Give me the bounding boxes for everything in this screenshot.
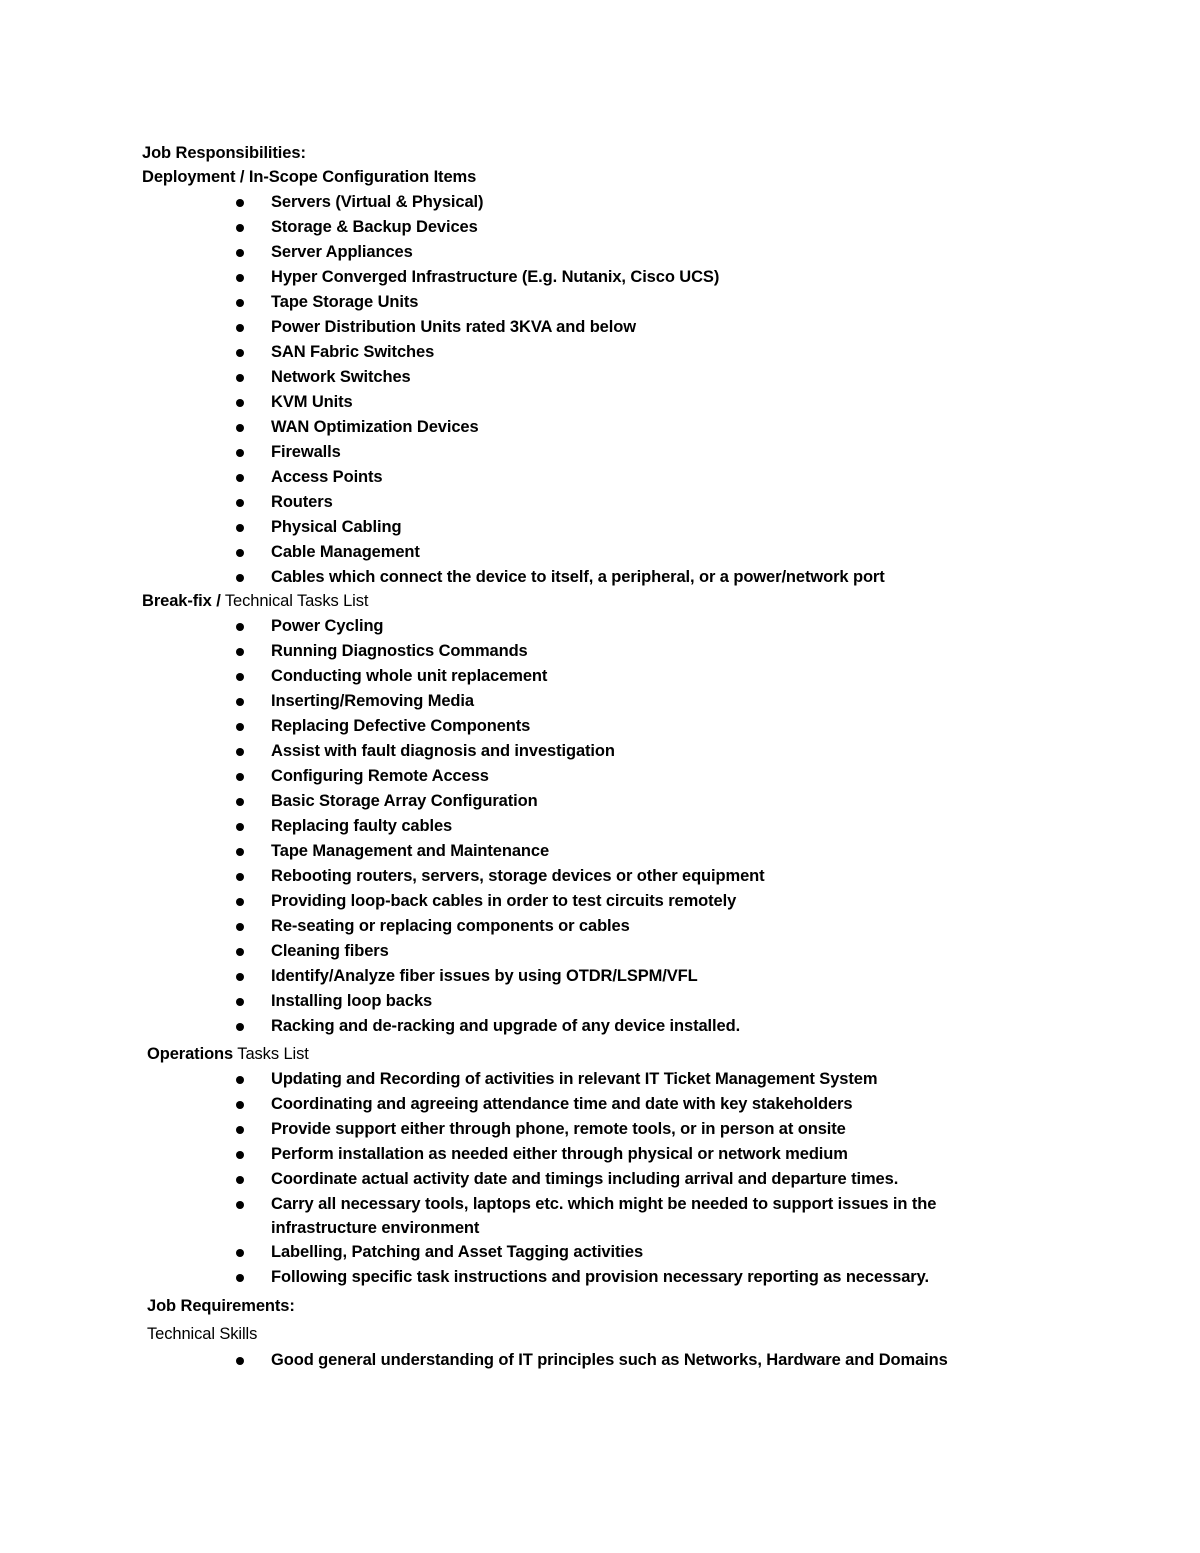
list-item: Carry all necessary tools, laptops etc. which might be needed to support issues in the	[271, 1195, 937, 1213]
list-item: Inserting/Removing Media	[271, 692, 474, 710]
list-item: Good general understanding of IT principles such as Networks, Hardware and Domains	[271, 1351, 948, 1369]
list-item: Installing loop backs	[271, 992, 433, 1010]
bullet-icon	[236, 823, 244, 831]
list-item: Following specific task instructions and provision necessary reporting as necessary.	[271, 1268, 929, 1286]
bullet-icon	[236, 948, 244, 956]
list-item: Cable Management	[271, 543, 420, 561]
list-item: Storage & Backup Devices	[271, 218, 478, 236]
list-item: SAN Fabric Switches	[271, 343, 435, 361]
list-item: Hyper Converged Infrastructure (E.g. Nutanix, Cisco UCS)	[271, 268, 720, 286]
list-item: Provide support either through phone, remote tools, or in person at onsite	[271, 1120, 846, 1138]
list-item: Replacing faulty cables	[271, 817, 453, 835]
list-item: Running Diagnostics Commands	[271, 642, 528, 660]
bullet-icon	[236, 798, 244, 806]
list-item: Assist with fault diagnosis and investigation	[271, 742, 615, 760]
bullet-icon	[236, 773, 244, 781]
bullet-icon	[236, 1023, 244, 1031]
bullet-icon	[236, 399, 244, 407]
list-item: Configuring Remote Access	[271, 767, 489, 785]
bullet-icon	[236, 1249, 244, 1257]
bullet-icon	[236, 249, 244, 257]
bullet-icon	[236, 648, 244, 656]
job-responsibilities-heading: Job Responsibilities:	[142, 144, 306, 162]
bullet-icon	[236, 923, 244, 931]
bullet-icon	[236, 1126, 244, 1134]
list-item: Labelling, Patching and Asset Tagging activities	[271, 1243, 644, 1261]
breakfix-heading	[142, 590, 368, 612]
bullet-icon	[236, 1076, 244, 1084]
bullet-icon	[236, 623, 244, 631]
list-item: Basic Storage Array Configuration	[271, 792, 538, 810]
breakfix-heading-rest: Technical Tasks List	[220, 592, 369, 610]
bullet-icon	[236, 873, 244, 881]
list-item: Access Points	[271, 468, 383, 486]
bullet-icon	[236, 299, 244, 307]
technical-skills-heading: Technical Skills	[147, 1325, 258, 1343]
breakfix-heading-bold: Break-fix /	[142, 592, 221, 610]
list-item: Power Cycling	[271, 617, 384, 635]
bullet-icon	[236, 1274, 244, 1282]
bullet-icon	[236, 1357, 244, 1365]
list-item: Replacing Defective Components	[271, 717, 531, 735]
list-item: Power Distribution Units rated 3KVA and below	[271, 318, 636, 336]
bullet-icon	[236, 748, 244, 756]
bullet-icon	[236, 274, 244, 282]
list-item: Conducting whole unit replacement	[271, 667, 548, 685]
list-item: KVM Units	[271, 393, 353, 411]
bullet-icon	[236, 199, 244, 207]
bullet-icon	[236, 998, 244, 1006]
operations-heading-bold: Operations	[147, 1045, 234, 1063]
list-item-continuation: infrastructure environment	[271, 1219, 480, 1237]
bullet-icon	[236, 973, 244, 981]
bullet-icon	[236, 898, 244, 906]
deployment-heading: Deployment / In-Scope Configuration Items	[142, 168, 477, 186]
list-item: Tape Management and Maintenance	[271, 842, 550, 860]
list-item: Providing loop-back cables in order to test circuits remotely	[271, 892, 737, 910]
list-item: Re-seating or replacing components or cables	[271, 917, 630, 935]
bullet-icon	[236, 1201, 244, 1209]
list-item: Racking and de-racking and upgrade of any device installed.	[271, 1017, 741, 1035]
bullet-icon	[236, 673, 244, 681]
list-item: Routers	[271, 493, 333, 511]
list-item: Identify/Analyze fiber issues by using OTDR/LSPM/VFL	[271, 967, 698, 985]
list-item: Firewalls	[271, 443, 341, 461]
bullet-icon	[236, 848, 244, 856]
bullet-icon	[236, 574, 244, 582]
bullet-icon	[236, 424, 244, 432]
list-item: Perform installation as needed either through physical or network medium	[271, 1145, 848, 1163]
list-item: Cables which connect the device to itself, a peripheral, or a power/network port	[271, 568, 885, 586]
bullet-icon	[236, 449, 244, 457]
list-item: Tape Storage Units	[271, 293, 419, 311]
operations-heading	[147, 1043, 309, 1065]
bullet-icon	[236, 224, 244, 232]
bullet-icon	[236, 1176, 244, 1184]
list-item: Coordinating and agreeing attendance time and date with key stakeholders	[271, 1095, 853, 1113]
list-item: Servers (Virtual & Physical)	[271, 193, 484, 211]
job-requirements-heading: Job Requirements:	[147, 1297, 295, 1315]
list-item: Rebooting routers, servers, storage devices or other equipment	[271, 867, 765, 885]
bullet-icon	[236, 723, 244, 731]
bullet-icon	[236, 474, 244, 482]
bullet-icon	[236, 549, 244, 557]
bullet-icon	[236, 524, 244, 532]
list-item: Network Switches	[271, 368, 411, 386]
list-item: Server Appliances	[271, 243, 413, 261]
bullet-icon	[236, 324, 244, 332]
list-item: Updating and Recording of activities in relevant IT Ticket Management System	[271, 1070, 878, 1088]
bullet-icon	[236, 499, 244, 507]
operations-heading-rest: Tasks List	[233, 1045, 309, 1063]
list-item: Cleaning fibers	[271, 942, 389, 960]
list-item: Coordinate actual activity date and timings including arrival and departure times.	[271, 1170, 899, 1188]
list-item: Physical Cabling	[271, 518, 402, 536]
bullet-icon	[236, 698, 244, 706]
list-item: WAN Optimization Devices	[271, 418, 479, 436]
bullet-icon	[236, 349, 244, 357]
bullet-icon	[236, 374, 244, 382]
bullet-icon	[236, 1101, 244, 1109]
bullet-icon	[236, 1151, 244, 1159]
